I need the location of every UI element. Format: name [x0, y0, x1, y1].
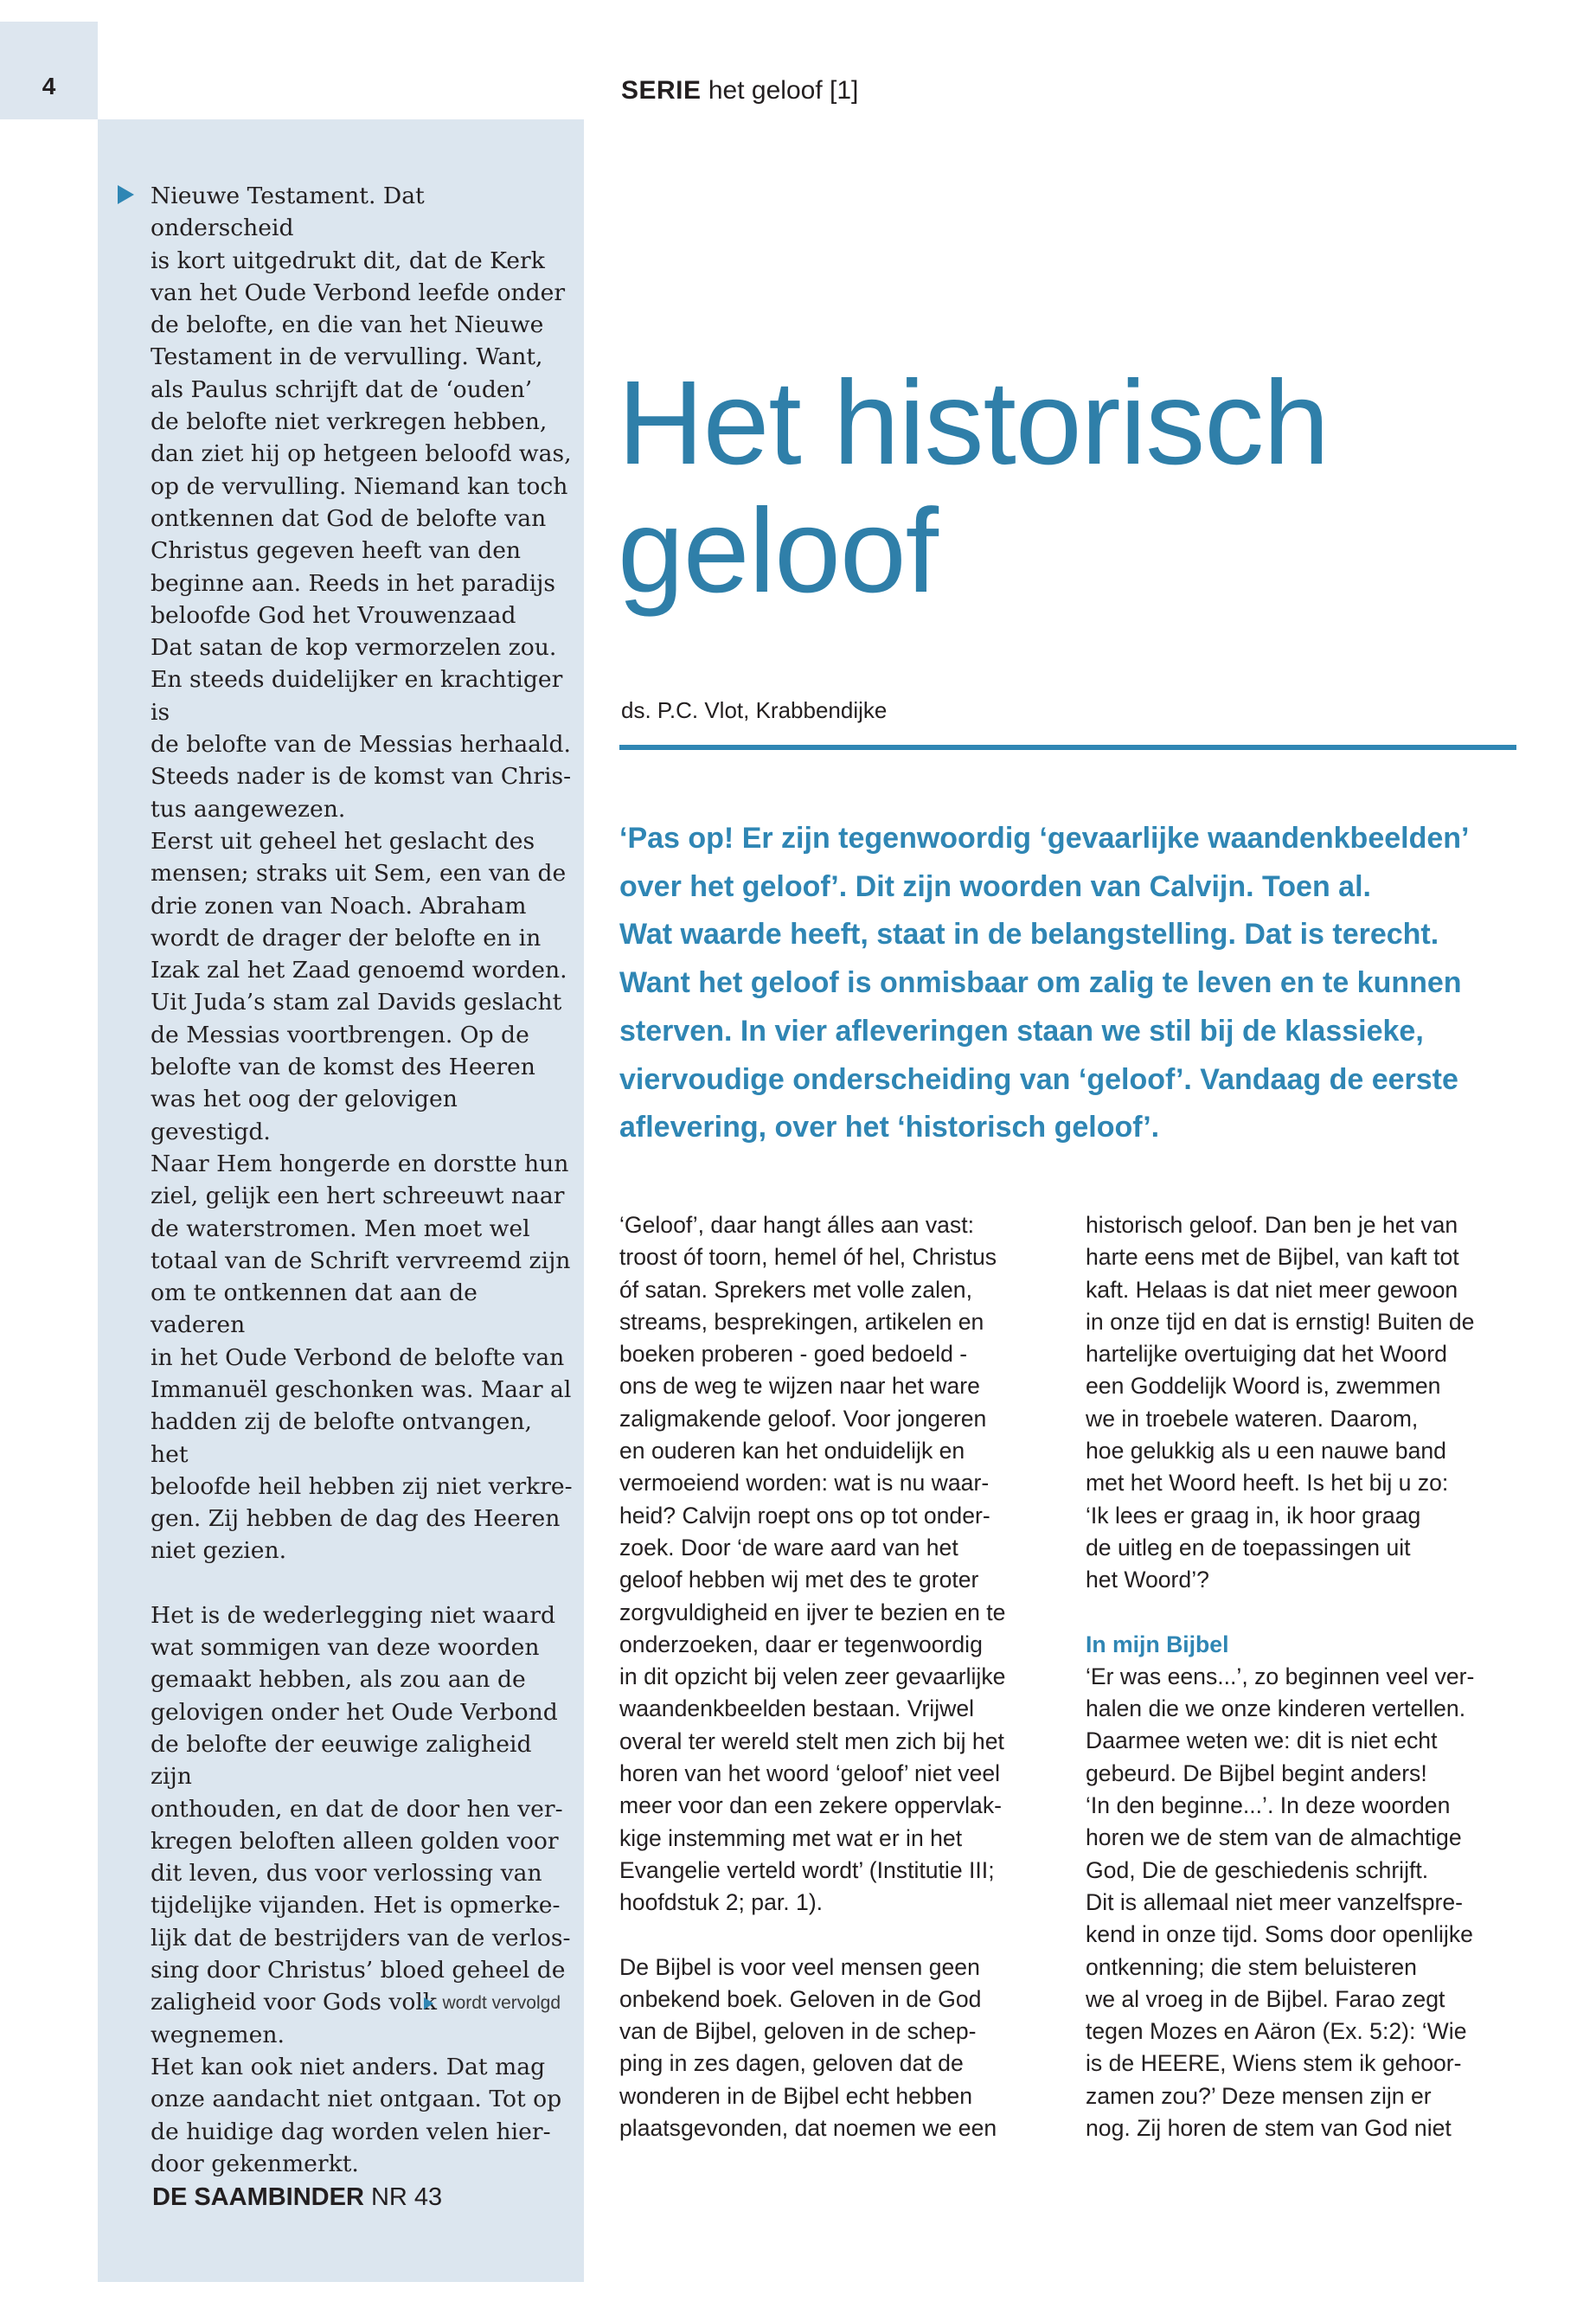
series-header [621, 76, 858, 106]
body-paragraph: historisch geloof. Dan ben je het van harte eens met de Bijbel, van kaft tot kaft. Helaas is dat niet meer gewoon in onze tijd en dat is ernstig! Buiten de hartelijke overtuiging dat het Woord een Goddelijk Woord is, zwemmen we in troebele wateren. Daarom, hoe gelukkig als u een nauwe band met het Woord heeft. Is het bij u zo: ‘Ik lees er graag in, ik hoor graag de uitleg en de toepassingen uit het Woord’? [1086, 1212, 1475, 1593]
title-divider [619, 745, 1516, 750]
sidebar-paragraph: Nieuwe Testament. Dat onderscheid is kort uitgedrukt dit, dat de Kerk van het Oude Verbond leefde onder de belofte, en die van het Nieuwe Testament in de vervulling. Want, als Paulus schrijft dat de ‘ouden’ de belofte niet verkregen hebben, dan ziet hij op hetgeen beloofd was, op de vervulling. Niemand kan toch ontkennen dat God de belofte van Christus gegeven heeft van den beginne aan. Reeds in het paradijs beloofde God het Vrouwenzaad Dat satan de kop vermorzelen zou. En steeds duidelijker en krachtiger is de belofte van de Messias herhaald. Steeds nader is de komst van Chris- tus aangewezen. Eerst uit geheel het geslacht des mensen; straks uit Sem, een van de drie zonen van Noach. Abraham wordt de drager der belofte en in Izak zal het Zaad genoemd worden. Uit Juda’s stam zal Davids geslacht de Messias voortbrengen. Op de belofte van de komst des Heeren was het oog der gelovigen gevestigd. Naar Hem hongerde en dorstte hun ziel, gelijk een hert schreeuwt naar de waterstromen. Men moet wel totaal van de Schrift vervreemd zijn om te ontkennen dat aan de vaderen in het Oude Verbond de belofte van Immanuël geschonken was. Maar al hadden zij de belofte ontvangen, het beloofde heil hebben zij niet verkre- gen. Zij hebben de dag des Heeren niet gezien. [151, 183, 573, 1565]
magazine-name: DE SAAMBINDER [152, 2183, 364, 2211]
byline: ds. P.C. Vlot, Krabbendijke [621, 697, 888, 723]
continued-label: wordt vervolgd [442, 1993, 561, 2013]
lead-paragraph: ‘Pas op! Er zijn tegenwoordig ‘gevaarlijke waandenkbeelden’ over het geloof’. Dit zijn woorden van Calvijn. Toen al. Wat waarde heeft, staat in de belangstelling. Dat is terecht. Want het geloof is onmisbaar om zalig te leven en te kunnen sterven. In vier afleveringen staan we stil bij de klassieke, viervoudige onderscheiding van ‘geloof’. Vandaag de eerste aflevering, over het ‘historisch geloof’. [619, 822, 1470, 1144]
sidebar-paragraph: Het is de wederlegging niet waard wat sommigen van deze woorden gemaakt hebben, als zou aan de gelovigen onder het Oude Verbond de belofte der eeuwige zaligheid zijn onthouden, en dat de door hen ver- kregen beloften alleen golden voor dit leven, dus voor verlossing van tijdelijke vijanden. Het is opmerke- lijk dat de bestrijders van de verlos- sing door Christus’ bloed geheel de zaligheid voor Gods volk wegnemen. Het kan ook niet anders. Dat mag onze aandacht niet ontgaan. Tot op de huidige dag worden velen hier- door gekenmerkt. [151, 1601, 571, 2177]
series-label: SERIE [621, 76, 702, 105]
small-triangle-icon [424, 1997, 433, 2009]
section-subheading: In mijn Bijbel [1086, 1631, 1229, 1657]
sidebar-text [151, 180, 574, 2180]
magazine-footer [152, 2183, 442, 2212]
body-paragraph: ‘Geloof’, daar hangt álles aan vast: troost óf toorn, hemel óf hel, Christus óf satan. Sprekers met volle zalen, streams, besprekingen, artikelen en boeken proberen - goed bedoeld - ons de weg te wijzen naar het ware zaligmakende geloof. Voor jongeren en ouderen kan het onduidelijk en vermoeiend worden: wat is nu waar- heid? Calvijn roept ons op tot onder- zoek. Door ‘de ware aard van het geloof hebben wij met des te groter zorgvuldigheid en ijver te bezien en te onderzoeken, daar er tegenwoordig in dit opzicht bij velen zeer gevaarlijke waandenkbeelden bestaan. Vrijwel overal ter wereld stelt men zich bij het horen van het woord ‘geloof’ niet veel meer voor dan een zekere oppervlak- kige instemming met wat er in het Evangelie verteld wordt’ (Institutie III; hoofdstuk 2; par. 1). [619, 1212, 1006, 1916]
body-paragraph: De Bijbel is voor veel mensen geen onbekend boek. Geloven in de God van de Bijbel, geloven in de schep- ping in zes dagen, geloven dat de wonderen in de Bijbel echt hebben plaatsgevonden, dat noemen we een [619, 1953, 997, 2142]
body-column-1 [619, 1209, 1052, 2144]
body-paragraph: ‘Er was eens...’, zo beginnen veel ver- halen die we onze kinderen vertellen. Daarmee weten we: dit is niet echt gebeurd. De Bijbel begint anders! ‘In den beginne...’. In deze woorden horen we de stem van de almachtige God, Die de geschiedenis schrijft. Dit is allemaal niet meer vanzelfspre- kend in onze tijd. Soms door openlijke ontkenning; die stem beluisteren we al vroeg in de Bijbel. Farao zegt tegen Mozes en Aäron (Ex. 5:2): ‘Wie is de HEERE, Wiens stem ik gehoor- zamen zou?’ Deze mensen zijn er nog. Zij horen de stem van God niet [1086, 1663, 1475, 2142]
series-title: het geloof [1] [708, 76, 859, 105]
continuation-triangle-icon [118, 185, 134, 204]
continued-note [424, 1993, 561, 2014]
page-number: 4 [42, 73, 56, 99]
article-title: Het historisch geloof [618, 356, 1329, 618]
issue-number: NR 43 [370, 2183, 443, 2211]
body-column-2 [1086, 1209, 1518, 2144]
page-number-tab [0, 22, 98, 119]
